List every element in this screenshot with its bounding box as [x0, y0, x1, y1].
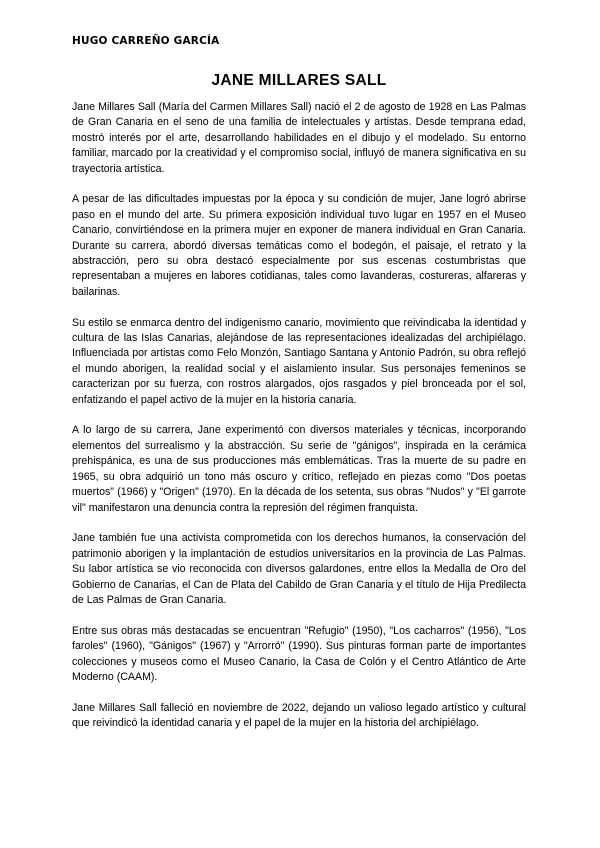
document-body	[72, 100, 526, 747]
paragraph-7: Jane Millares Sall falleció en noviembre de 2022, dejando un valioso legado artístico y cultural que reivindicó la identidad canaria y el papel de la mujer en la historia del archipiélago.	[72, 701, 526, 730]
paragraph-3: Su estilo se enmarca dentro del indigenismo canario, movimiento que reivindicaba la identidad y cultura de las Islas Canarias, alejándose de las representaciones idealizadas del archipiélago. Influenciada por artistas como Felo Monzón, Santiago Santana y Antonio Padrón, su obra reflejó el mundo aborigen, la realidad social y el aislamiento insular. Sus personajes femeninos se caracterizan por su fuerza, con rostros alargados, ojos rasgados y piel bronceada por el sol, enfatizando el papel activo de la mujer en la historia canaria.	[72, 316, 526, 406]
document-title: JANE MILLARES SALL	[211, 72, 387, 89]
paragraph-2: A pesar de las dificultades impuestas por la época y su condición de mujer, Jane logró abrirse paso en el mundo del arte. Su primera exposición individual tuvo lugar en 1957 en el Museo Canario, convirtiéndose en la primera mujer en exponer de manera individual en Gran Canaria. Durante su carrera, abordó diversas temáticas como el bodegón, el paisaje, el retrato y la abstracción, pero su obra destacó especialmente por sus escenas costumbristas que representaban a mujeres en labores cotidianas, tales como lavanderas, costureras, alfareras y bailarinas.	[72, 193, 526, 298]
paragraph-5: Jane también fue una activista comprometida con los derechos humanos, la conservación del patrimonio aborigen y la implantación de estudios universitarios en la provincia de Las Palmas. Su labor artística se vio reconocida con diversos galardones, entre ellos la Medalla de Oro del Gobierno de Canarias, el Can de Plata del Cabildo de Gran Canaria y el título de Hija Predilecta de Las Palmas de Gran Canaria.	[72, 532, 526, 606]
paragraph-1: Jane Millares Sall (María del Carmen Millares Sall) nació el 2 de agosto de 1928 en Las Palmas de Gran Canaria en el seno de una familia de intelectuales y artistas. Desde temprana edad, mostró interés por el arte, desarrollando habilidades en el dibujo y el modelado. Su entorno familiar, marcado por la creatividad y el compromiso social, influyó de manera significativa en su trayectoria artística.	[72, 101, 526, 175]
paragraph-6: Entre sus obras más destacadas se encuentran "Refugio" (1950), "Los cacharros" (1956), "Los faroles" (1960), "Gánigos" (1967) y "Arrorró" (1990). Sus pinturas forman parte de importantes colecciones y museos como el Museo Canario, la Casa de Colón y el Centro Atlántico de Arte Moderno (CAAM).	[72, 624, 526, 683]
paragraph-4: A lo largo de su carrera, Jane experimentó con diversos materiales y técnicas, incorporando elementos del surrealismo y la abstracción. Su serie de "gánigos", inspirada en la cerámica prehispánica, es una de sus producciones más emblemáticas. Tras la muerte de su padre en 1965, su obra adquirió un tono más oscuro y crítico, reflejado en piezas como "Dos poetas muertos" (1966) y "Origen" (1970). En la década de los setenta, sus obras "Nudos" y "El garrote vil" manifestaron una denuncia contra la represión del régimen franquista.	[72, 424, 526, 514]
author-name: HUGO CARREÑO GARCÍA	[72, 35, 220, 47]
